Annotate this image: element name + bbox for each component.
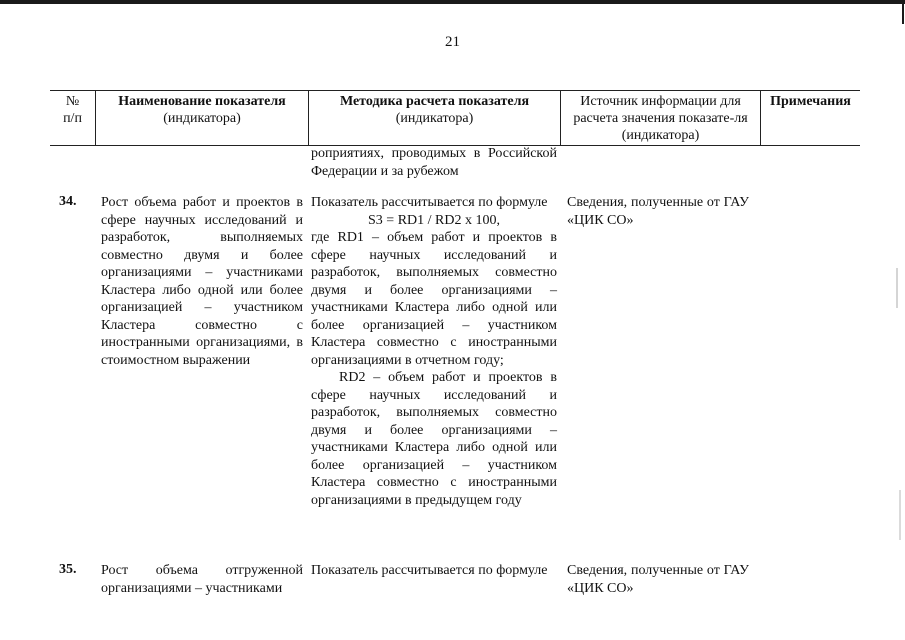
- header-name: [95, 91, 308, 145]
- row-34-method: [311, 194, 557, 509]
- header-num: [50, 91, 95, 145]
- row-34-source: Сведения, полученные от ГАУ «ЦИК СО»: [567, 195, 749, 228]
- row-34-method-intro: Показатель рассчитывается по формуле: [311, 195, 548, 210]
- scan-artifact: [896, 268, 898, 308]
- continuation-method: роприятиях, проводимых в Российской Федерации и за рубежом: [311, 146, 557, 179]
- header-method-line2: (индикатора): [395, 111, 474, 126]
- top-border: [0, 0, 905, 4]
- scan-artifact: [899, 490, 901, 540]
- row-34-number: 34.: [59, 194, 77, 209]
- row-35-source: Сведения, полученные от ГАУ «ЦИК СО»: [567, 563, 749, 596]
- header-name-line1: Наименование показателя: [118, 94, 286, 109]
- header-source: Источник информации для расчета значения показате-ля (индикатора): [560, 91, 760, 145]
- row-35-number: 35.: [59, 562, 77, 577]
- row-35-name: Рост объема отгруженной организациями – участниками: [101, 563, 303, 596]
- row-34-method-rd2: RD2 – объем работ и проектов в сфере научных исследований и разработок, выполняемых совместно двумя и более организациями – участниками Кластера либо одной или более организацией – участником Кластера совместно с иностранными организациями в предыдущем году: [311, 370, 557, 508]
- header-method-line1: Методика расчета показателя: [339, 94, 530, 109]
- row-34-formula: S3 = RD1 / RD2 x 100,: [368, 212, 500, 228]
- right-border-mark: [902, 0, 904, 24]
- header-method: [308, 91, 560, 145]
- row-35-method-intro: Показатель рассчитывается по формуле: [311, 563, 548, 578]
- page-number: 21: [445, 34, 460, 50]
- header-name-line2: (индикатора): [163, 111, 241, 126]
- header-num-line2: п/п: [63, 111, 82, 126]
- header-num-line1: №: [65, 94, 80, 109]
- header-notes: Примечания: [760, 91, 860, 145]
- row-34-method-rd1: где RD1 – объем работ и проектов в сфере научных исследований и разработок, выполняемых совместно двумя и более организациями – участниками Кластера либо одной или более организацией – участником Кластера совместно с иностранными организациями в отчетном году;: [311, 230, 557, 368]
- table-header: [50, 90, 860, 146]
- row-34-name: Рост объема работ и проектов в сфере научных исследований и разработок, выполняемых совместно двумя и более организациями – участниками Кластера либо одной или более организацией – участником Кластера совместно с иностранными организациями, в стоимостном выражении: [101, 195, 303, 368]
